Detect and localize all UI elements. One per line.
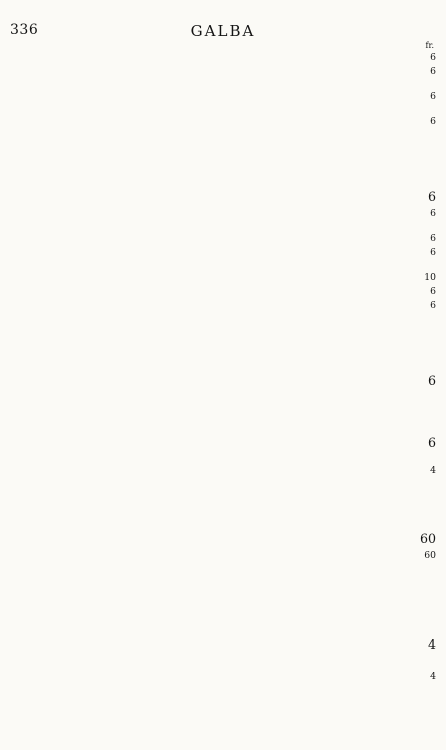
entry-line bbox=[0, 671, 446, 682]
line-gap bbox=[0, 596, 446, 605]
entry-line bbox=[0, 52, 446, 63]
entry-price: 6 bbox=[430, 208, 436, 219]
entry-line bbox=[0, 419, 446, 435]
entry-line bbox=[0, 286, 446, 297]
entry-price: 6 bbox=[430, 300, 436, 311]
entry-line bbox=[0, 208, 446, 219]
entry-line bbox=[0, 435, 446, 451]
entry-line bbox=[0, 483, 446, 499]
entry-line bbox=[0, 531, 446, 547]
running-title: GALBA bbox=[190, 22, 256, 40]
catalogue-entries bbox=[0, 52, 446, 682]
entry-line bbox=[0, 189, 446, 205]
line-gap bbox=[0, 653, 446, 660]
entry-line bbox=[0, 660, 446, 671]
entry-line bbox=[0, 515, 446, 531]
entry-line bbox=[0, 454, 446, 465]
entry-line bbox=[0, 550, 446, 561]
entry-price: 4 bbox=[427, 637, 436, 652]
entry-line bbox=[0, 637, 446, 653]
entry-price: 6 bbox=[427, 373, 436, 388]
page-number: 336 bbox=[10, 22, 39, 38]
entry-line bbox=[0, 605, 446, 621]
entry-line bbox=[0, 465, 446, 476]
entry-price: 6 bbox=[427, 189, 436, 204]
line-gap bbox=[0, 476, 446, 483]
page-header bbox=[0, 22, 446, 50]
entry-price: 10 bbox=[424, 272, 436, 283]
line-gap bbox=[0, 311, 446, 318]
entry-line bbox=[0, 105, 446, 116]
entry-line bbox=[0, 247, 446, 258]
entry-price: 60 bbox=[419, 531, 436, 546]
entry-line bbox=[0, 621, 446, 637]
entry-line bbox=[0, 233, 446, 244]
entry-price: 6 bbox=[430, 233, 436, 244]
entry-price: 6 bbox=[430, 286, 436, 297]
line-gap bbox=[0, 166, 446, 173]
entry-line bbox=[0, 272, 446, 283]
entry-line bbox=[0, 499, 446, 515]
entry-price: 60 bbox=[424, 550, 436, 561]
entry-line bbox=[0, 396, 446, 412]
entry-line bbox=[0, 318, 446, 334]
entry-line bbox=[0, 373, 446, 389]
line-gap bbox=[0, 350, 446, 357]
price-column-heading: fr. bbox=[425, 41, 434, 50]
entry-line bbox=[0, 91, 446, 102]
entry-line bbox=[0, 334, 446, 350]
entry-price: 4 bbox=[430, 465, 436, 476]
line-gap bbox=[0, 389, 446, 396]
entry-price: 6 bbox=[430, 247, 436, 258]
entry-line bbox=[0, 134, 446, 150]
entry-line bbox=[0, 222, 446, 233]
entry-price: 6 bbox=[430, 91, 436, 102]
entry-line bbox=[0, 150, 446, 166]
entry-line bbox=[0, 564, 446, 580]
entry-price: 6 bbox=[427, 435, 436, 450]
entry-line bbox=[0, 357, 446, 373]
entry-line bbox=[0, 300, 446, 311]
entry-line bbox=[0, 80, 446, 91]
line-gap bbox=[0, 412, 446, 419]
entry-price: 6 bbox=[430, 66, 436, 77]
entry-price: 6 bbox=[430, 52, 436, 63]
entry-line bbox=[0, 116, 446, 127]
entry-price: 4 bbox=[430, 671, 436, 682]
entry-price: 6 bbox=[430, 116, 436, 127]
entry-line bbox=[0, 261, 446, 272]
line-gap bbox=[0, 127, 446, 134]
entry-line bbox=[0, 66, 446, 77]
entry-line bbox=[0, 173, 446, 189]
entry-line bbox=[0, 580, 446, 596]
